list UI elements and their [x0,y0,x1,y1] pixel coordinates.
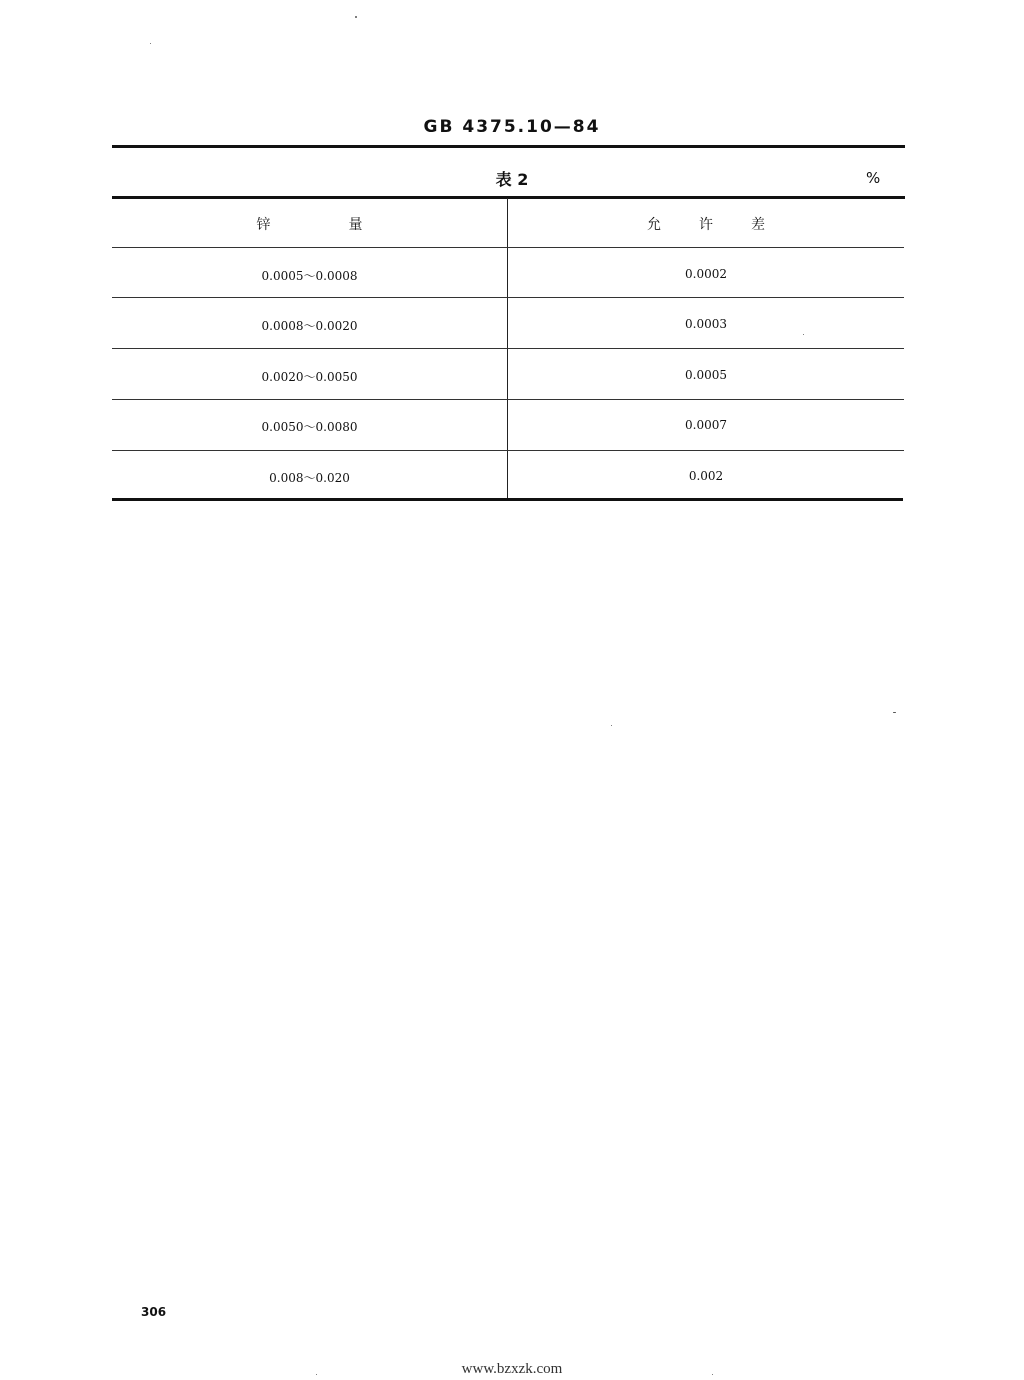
table-cell-range: 0.0020～0.0050 [261,370,358,384]
header-rule [112,145,905,148]
scan-speck [355,16,357,18]
header-char: 量 [348,217,363,233]
table-row-divider [112,450,904,451]
table-cell-range: 0.008～0.020 [269,471,350,485]
scan-speck [611,725,612,726]
table-cell-tolerance: 0.0003 [685,317,727,331]
page-number: 306 [141,1305,167,1319]
table-unit: % [866,169,881,187]
watermark-url: www.bzxzk.com [461,1361,563,1377]
table-column-divider [507,198,508,500]
header-char: 允 [647,217,661,233]
table-row-divider [112,297,904,298]
header-char: 许 [699,217,713,233]
table-row-divider [112,247,904,248]
header-char: 差 [751,217,765,233]
table-cell-range: 0.0005～0.0008 [261,269,358,283]
table-cell-range: 0.0008～0.0020 [261,319,358,333]
column-header-tolerance [508,214,904,234]
column-header-zinc-content [112,214,507,234]
scan-speck [893,712,896,713]
scan-speck [150,43,151,44]
table-bottom-rule [112,498,903,501]
table-top-rule [112,196,905,199]
standard-code-header: GB 4375.10—84 [423,117,601,137]
table-row-divider [112,348,904,349]
table-cell-tolerance: 0.0007 [685,418,727,432]
header-char: 锌 [256,217,271,233]
table-cell-tolerance: 0.0005 [685,368,727,382]
table-row-divider [112,399,904,400]
table-cell-tolerance: 0.0002 [685,267,727,281]
table-cell-tolerance: 0.002 [688,469,724,483]
scan-speck [803,334,804,335]
table-caption: 表 2 [495,170,529,189]
table-cell-range: 0.0050～0.0080 [261,420,358,434]
